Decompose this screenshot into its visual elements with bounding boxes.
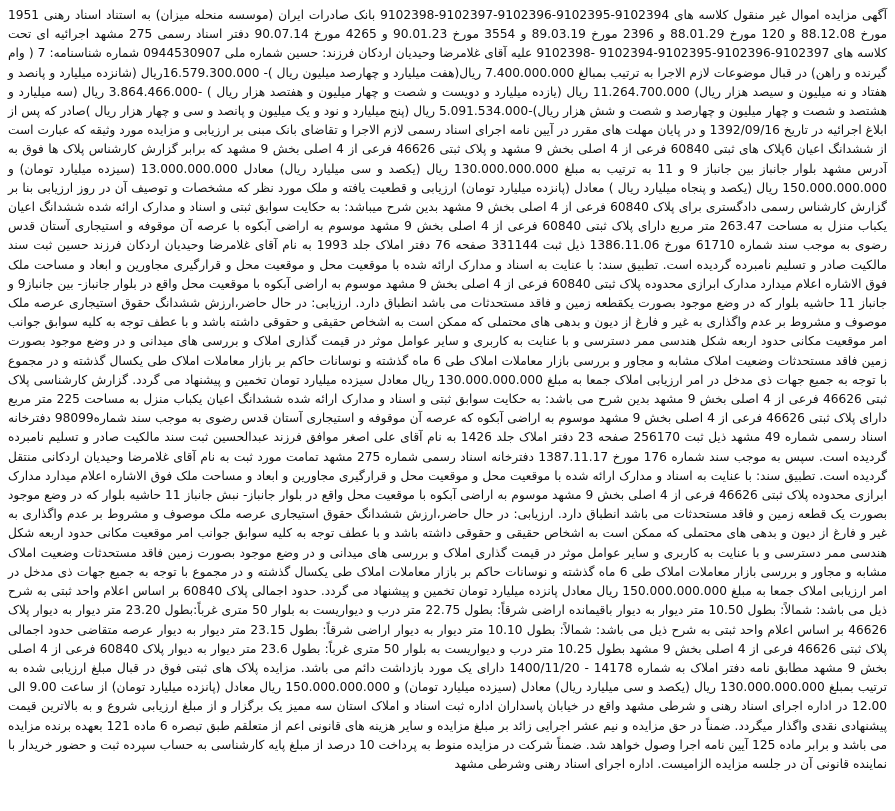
auction-notice-text: آگهی مزایده اموال غیر منقول کلاسه های 9102394-9102395-9102396-9102397-9102398 بانک صادرات ایران (موسسه منحله میزان) به استناد اسناد رهنی 1951 مورخ 88.12.08 و 120 مورخ 88.01.29 و 2396 مورخ 89.03.19 و 3554 مورخ 90.01.23 و 4265 مورخ 90.07.14 دفتر اسناد رسمی 275 مشهد اجرائیه ای تحت کلاسه های 9102397-9102396-9102395-9102394 -9102398 علیه آقای غلامرضا وحیدیان اردکان فرزند: حسین شماره ملی 0944530907 شماره شناسنامه: 7 ( وام گیرنده و راهن) در قبال موضوعات لازم الاجرا به ترتیب بمبالغ 7.400.000.000 ریال(هفت میلیارد و چهارصد میلیون ریال )- 16.579.300.000ریال (شانزده میلیارد و پانصد و هفتاد و نه میلیون و سیصد هزار ریال) 11.264.700.000 ریال (یازده میلیارد و دویست و شصت و چهار میلیون و هفتصد هزار ریال ) -3.864.466.000 ریال (سه میلیارد و هشتصد و شصت و چهار میلیون و چهارصد و شصت و شش هزار ریال)-5.091.534.000 ریال (پنج میلیارد و نود و یک میلیون و پانصد و سی و چهار هزار ریال )صادر که پس از ابلاغ اجرائیه در تاریخ 1392/09/16 و در پایان مهلت های مقرر در آیین نامه اجرای اسناد رسمی لازم الاجرا و تقاضای بانک مبنی بر ارزیابی و مزایده مورد وثیقه که عبارت است از ششدانگ اعیان 6پلاک های ثبتی 60840 فرعی از 4 اصلی بخش 9 مشهد و پلاک ثبتی 46626 فرعی از 4 اصلی بخش 9 مشهد که برابر گزارش کارشناس پلاک ها فوق به آدرس مشهد بلوار جانباز بین جانباز 9 و 11 به ترتیب به مبلغ 130.000.000.000 ریال (یکصد و سی میلیارد ریال) معادل 13.000.000.000 (سیزده میلیارد تومان) و 150.000.000.000 ریال (یکصد و پنجاه میلیارد ریال ) معادل (پانزده میلیارد تومان) ارزیابی و قطعیت یافته و ملک مورد نظر که مشخصات و توصیف آن در روز ارزیابی بنا بر گزارش کارشناس رسمی دادگستری برای پلاک 60840 فرعی از 4 اصلی بخش 9 مشهد بدین شرح میباشد: به حکایت سوابق ثبتی و اسناد و مدارک ارائه شده ششدانگ اعیان یکباب منزل به مساحت 263.47 متر مربع دارای پلاک ثبتی 60840 فرعی از 4 اصلی بخش 9 مشهد موسوم به اراضی آبکوه با عرصه آن موقوفه و استیجاری آستان قدس رضوی به موجب سند شماره 61710 مورخ 1386.11.06 ذیل ثبت 331144 صفحه 76 دفتر املاک جلد 1993 به نام آقای غلامرضا وحیدیان اردکان فرزند حسین ثبت سند مالکیت صادر و تسلیم نامبرده گردیده است. تطبیق سند: با عنایت به اسناد و مدارک ارائه شده با موقعیت محل و موقعیت محل و قرارگیری مجاورین و ابعاد و مساحت ملک فوق الاشاره اعلام میدارد مدارک ابرازی محدوده پلاک ثبتی 60840 فرعی از 4 اصلی بخش 9 مشهد موسوم به اراضی آبکوه با موقعیت محل واقع در بلوار جانباز- بین جانباز9 و جانباز 11 حاشیه بلوار که در وضع موجود بصورت یکقطعه زمین و فاقد مستحدثات می باشد انطباق دارد. ارزیابی: در حال حاضر،ارزش ششدانگ حقوق استیجاری عرصه ملک موصوف و مشروط بر عدم واگذاری به غیر و فارغ از دیون و بدهی های محتملی که ممکن است به اشخاص حقیقی و حقوقی داشته باشد و با عطف توجه به کلیه سوابق جوانب امر موقعیت مکانی حدود اربعه شکل هندسی ممر دسترسی و با عنایت به کاربری و سایر عوامل موثر در قیمت گذاری املاک و بررسی های میدانی و در وضع موجود بصورت زمین فاقد مستحدثات وضعیت املاک مشابه و مجاور و بررسی بازار معاملات املاک طی 6 ماه گذشته و نوسانات حاکم بر بازار معاملات املاک طی یکسال گذشته و در مجموع با توجه به جمیع جهات ذی مدخل در امر ارزیابی املاک جمعا به مبلغ 130.000.000.000 ریال معادل سیزده میلیارد تومان تخمین و پیشنهاد می گردد. گزارش کارشناسی پلاک ثبتی 46626 فرعی از 4 اصلی بخش 9 مشهد بدین شرح می باشد: به حکایت سوابق ثبتی و اسناد و مدارک ارائه شده ششدانگ اعیان یکباب منزل به مساحت 225 متر مربع دارای پلاک ثبتی 46626 فرعی از 4 اصلی بخش 9 مشهد موسوم به اراضی آبکوه که عرصه آن موقوفه و استیجاری آستان قدس رضوی به موجب سند شماره98099 دفترخانه اسناد رسمی شماره 49 مشهد ذیل ثبت 256170 صفحه 23 دفتر املاک جلد 1426 به نام آقای علی اصغر موافق فرزند عبدالحسین ثبت سند مالکیت صادر و تسلیم نامبرده گردیده است. سپس به موجب سند شماره 176 مورخ 1387.11.17 دفترخانه اسناد رسمی شماره 275 مشهد تمامت مورد ثبت به نام آقای غلامرضا وحیدیان اردکانی منتقل گردیده است. تطبیق سند: با عنایت به اسناد و مدارک ارائه شده با موقعیت محل و موقعیت محل و قرارگیری مجاورین و ابعاد و مساحت ملک فوق الاشاره اعلام میدارد مدارک ابرازی محدوده پلاک ثبتی 46626 فرعی از 4 اصلی بخش 9 مشهد موسوم به اراضی آبکوه با موقعیت محل واقع در بلوار جانباز- نبش جانباز 11 حاشیه بلوار که در وضع موجود بصورت یک قطعه زمین و فاقد مستحدثات می باشد انطباق دارد. ارزیابی: در حال حاضر،ارزش ششدانگ حقوق استیجاری عرصه ملک موصوف و مشروط بر عدم واگذاری به غیر و فارغ از دیون و بدهی های محتملی که ممکن است به اشخاص حقیقی و حقوقی داشته باشد و با عطف توجه به کلیه سوابق جوانب امر موقعیت مکانی حدود اربعه شکل هندسی ممر دسترسی و با عنایت به کاربری و سایر عوامل موثر در قیمت گذاری املاک و بررسی های میدانی و در وضع موجود بصورت زمین فاقد مستحدثات وضعیت املاک مشابه و مجاور و بررسی بازار معاملات املاک طی 6 ماه گذشته و نوسانات حاکم بر بازار معاملات املاک طی یکسال گذشته و در مجموع با توجه به جمیع جهات ذی مدخل در امر ارزیابی املاک جمعا به مبلغ 150.000.000.000 ریال معادل پانزده میلیارد تومان تخمین و پیشنهاد می گردد. حدود اجمالی پلاک 60840 بر اساس اعلام واحد ثبتی به شرح ذیل می باشد: شمالاً: بطول 10.50 متر دیوار به دیوار باقیمانده اراضی شرقاً: بطول 22.75 متر درب و دیواریست به بلوار 50 متری غرباً:بطول 23.20 متر دیوار به دیوار پلاک 46626 بر اساس اعلام واحد ثبتی به شرح ذیل می باشد: شمالاً: بطول 10.10 متر دیوار به دیوار اراضی شرقاً: بطول 23.15 متر دیوار به دیوار عرصه متقاضی حدود اجمالی پلاک ثبتی 46626 فرعی از 4 اصلی بخش 9 مشهد بطول 10.25 متر درب و دیواریست به بلوار 50 متری غرباً: بطول 23.6 متر دیوار به دیوار پلاک 60840 فرعی از 4 اصلی بخش 9 مشهد مطابق نامه دفتر املاک به شماره 14178 - 1400/11/20 دارای یک مورد بازداشت دائم می باشد. مزایده پلاک های ثبتی فوق در قبال مبلغ ارزیابی شده به ترتیب بمبلغ 130.000.000.000 ریال (یکصد و سی میلیارد ریال) معادل (سیزده میلیارد تومان) و 150.000.000.000 ریال معادل (پانزده میلیارد تومان) از ساعت 9.00 الی 12.00 در اداره اجرای اسناد رهنی و شرطی مشهد واقع در خیابان پاسداران اداره ثبت اسناد و املاک استان سه ممیز یک برگزار و از مبلغ ارزیابی شروع و به بالاترین قیمت پیشنهادی نقدی واگذار میگردد. ضمناً در حق مزایده و نیم عشر اجرایی زائد بر مبلغ مزایده و سایر هزینه های قانونی اعم از متعلقم طبق تبصره 6 ماده 121 بعهده برنده مزایده می باشد و برابر ماده 125 آیین نامه اجرا وصول خواهد شد. ضمناً شرکت در مزایده منوط به پرداخت 10 درصد از مبلغ پایه کارشناسی به حساب سپرده ثبت و حضور خریدار با نماینده قانونی آن در جلسه مزایده الزامیست. اداره اجرای اسناد رهنی وشرطی مشهد (8, 8, 888, 771)
